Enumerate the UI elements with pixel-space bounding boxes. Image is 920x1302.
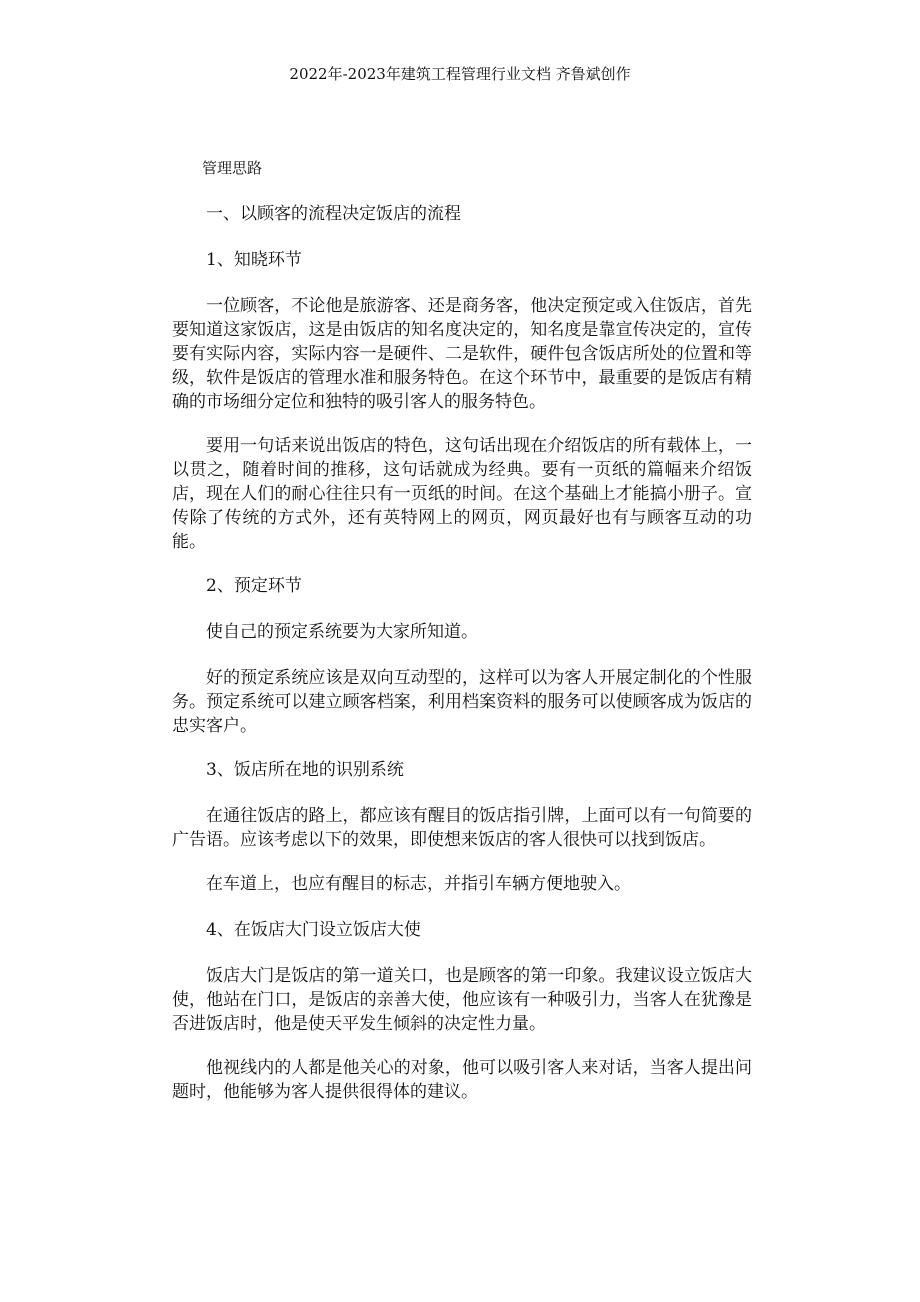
paragraph-ambassador-1: 饭店大门是饭店的第一道关口，也是顾客的第一印象。我建议设立饭店大使，他站在门口，是饭店的亲善大使，他应该有一种吸引力，当客人在犹豫是否进饭店时，他是使天平发生倾斜的决定性力量。 [172,966,752,1034]
paragraph-identification-1: 在通往饭店的路上，都应该有醒目的饭店指引牌，上面可以有一句简要的广告语。应该考虑以下的效果，即使想来饭店的客人很快可以找到饭店。 [172,806,752,850]
subheading-awareness: 1、知晓环节 [206,250,302,270]
subheading-identification: 3、饭店所在地的识别系统 [206,760,404,780]
document-body [172,156,752,1104]
paragraph-awareness-1: 一位顾客，不论他是旅游客、还是商务客，他决定预定或入住饭店，首先要知道这家饭店，这是由饭店的知名度决定的，知名度是靠宣传决定的，宣传要有实际内容，实际内容一是硬件、二是软件，硬件包含饭店所处的位置和等级，软件是饭店的管理水准和服务特色。在这个环节中，最重要的是饭店有精确的市场细分定位和独特的吸引客人的服务特色。 [172,296,752,412]
subheading-reservation: 2、预定环节 [206,576,302,596]
section-label: 管理思路 [202,159,263,177]
paragraph-reservation-2: 好的预定系统应该是双向互动型的，这样可以为客人开展定制化的个性服务。预定系统可以建立顾客档案，利用档案资料的服务可以使顾客成为饭店的忠实客户。 [172,668,752,736]
subheading-ambassador: 4、在饭店大门设立饭店大使 [206,920,421,940]
page-header: 2022年-2023年建筑工程管理行业文档 齐鲁斌创作 [289,65,631,83]
paragraph-reservation-1: 使自己的预定系统要为大家所知道。 [206,622,478,642]
paragraph-identification-2: 在车道上，也应有醒目的标志，并指引车辆方便地驶入。 [206,874,631,894]
heading-customer-flow: 一、以顾客的流程决定饭店的流程 [206,204,461,224]
paragraph-awareness-2: 要用一句话来说出饭店的特色，这句话出现在介绍饭店的所有载体上，一以贯之，随着时间的推移，这句话就成为经典。要有一页纸的篇幅来介绍饭店，现在人们的耐心往往只有一页纸的时间。在这个基础上才能搞小册子。宣传除了传统的方式外，还有英特网上的网页，网页最好也有与顾客互动的功能。 [172,436,752,552]
paragraph-ambassador-2: 他视线内的人都是他关心的对象，他可以吸引客人来对话，当客人提出问题时，他能够为客人提供很得体的建议。 [172,1058,752,1102]
